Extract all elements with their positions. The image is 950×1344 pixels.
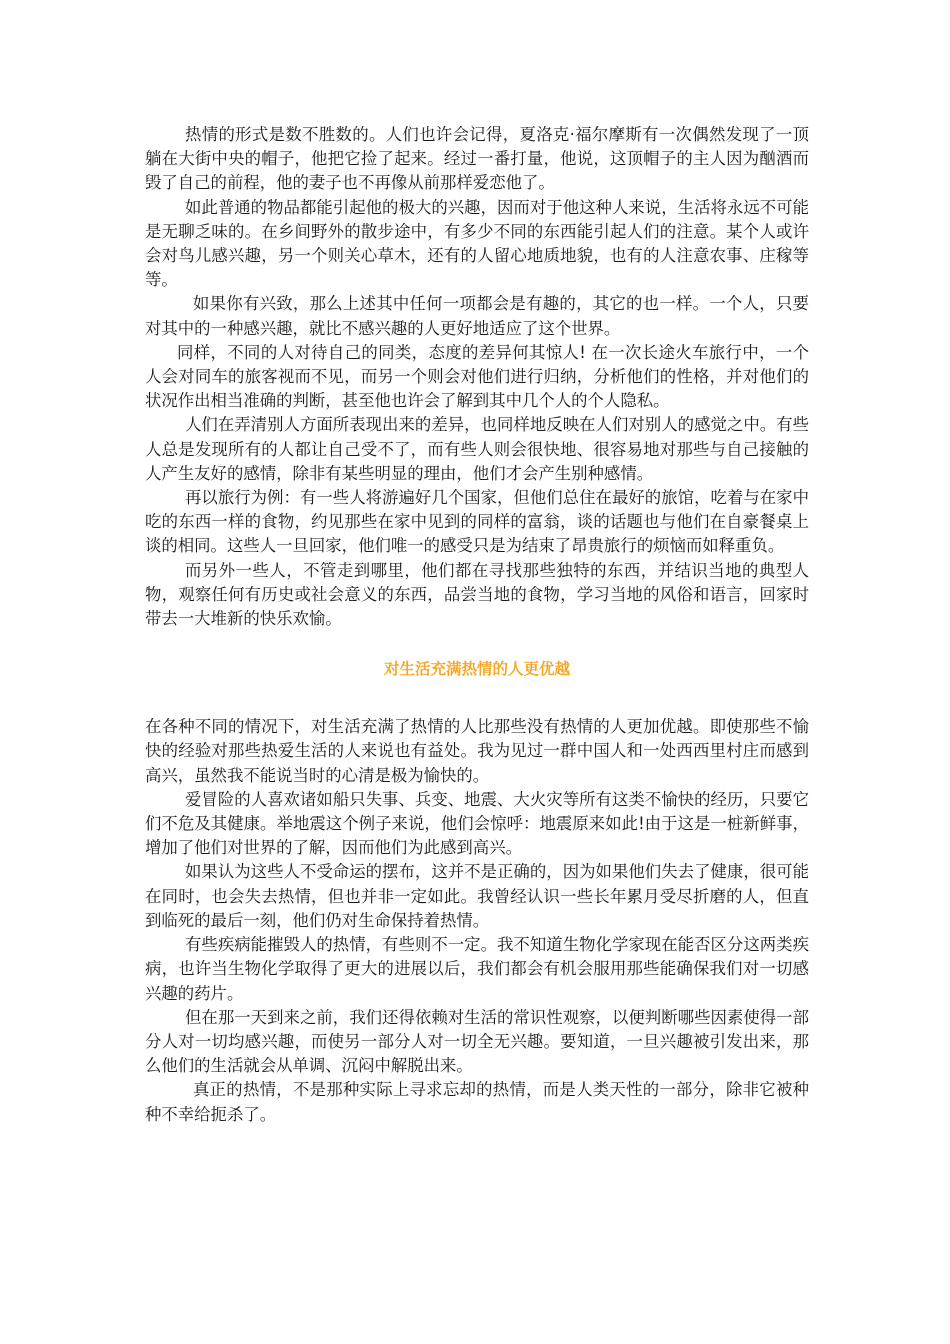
section-heading: 对生活充满热情的人更优越 — [383, 660, 570, 679]
paragraph: 爱冒险的人喜欢诸如船只失事、兵变、地震、大火灾等所有这类不愉快的经历，只要它们不危及其健康。举地震这个例子来说，他们会惊呼：地震原来如此!由于这是一桩新鲜事，增加了他们对世界的了解，因而他们为此感到高兴。 — [145, 789, 809, 858]
paragraph: 而另外一些人，不管走到哪里，他们都在寻找那些独特的东西，并结识当地的典型人物，观察任何有历史或社会意义的东西，品尝当地的食物，学习当地的风俗和语言，回家时带去一大堆新的快乐欢愉。 — [145, 560, 809, 629]
paragraph: 在各种不同的情况下，对生活充满了热情的人比那些没有热情的人更加优越。即使那些不愉快的经验对那些热爱生活的人来说也有益处。我为见过一群中国人和一处西西里村庄而感到高兴，虽然我不能说当时的心清是极为愉快的。 — [145, 717, 809, 785]
paragraph: 真正的热情，不是那种实际上寻求忘却的热情，而是人类天性的一部分，除非它被种种不幸给扼杀了。 — [145, 1080, 809, 1124]
paragraph: 人们在弄清别人方面所表现出来的差异，也同样地反映在人们对别人的感觉之中。有些人总是发现所有的人都让自己受不了，而有些人则会很快地、很容易地对那些与自己接触的人产生友好的感情，除非有某些明显的理由，他们才会产生别种感情。 — [145, 415, 809, 483]
paragraph: 再以旅行为例：有一些人将游遍好几个国家，但他们总住在最好的旅馆，吃着与在家中吃的东西一样的食物，约见那些在家中见到的同样的富翁，谈的话题也与他们在自豪餐桌上谈的相同。这些人一旦回家，他们唯一的感受只是为结束了昂贵旅行的烦恼而如释重负。 — [145, 488, 809, 556]
paragraph: 如果你有兴致，那么上述其中任何一项都会是有趣的，其它的也一样。一个人，只要对其中的一种感兴趣，就比不感兴趣的人更好地适应了这个世界。 — [145, 294, 809, 338]
paragraph: 热情的形式是数不胜数的。人们也许会记得，夏洛克·福尔摩斯有一次偶然发现了一顶躺在大街中央的帽子，他把它捡了起来。经过一番打量，他说，这顶帽子的主人因为酗酒而毁了自己的前程，他的妻子也不再像从前那样爱恋他了。 — [145, 125, 809, 193]
paragraph: 同样，不同的人对待自己的同类，态度的差异何其惊人! 在一次长途火车旅行中，一个人会对同车的旅客视而不见，而另一个则会对他们进行归纳，分析他们的性格，并对他们的状况作出相当准确的判断，甚至他也许会了解到其中几个人的个人隐私。 — [145, 342, 809, 411]
document-body — [145, 123, 809, 1127]
paragraph: 如果认为这些人不受命运的摆布，这并不是正确的，因为如果他们失去了健康，很可能在同时，也会失去热情，但也并非一定如此。我曾经认识一些长年累月受尽折磨的人，但直到临死的最后一刻，他们仍对生命保持着热情。 — [145, 862, 809, 930]
paragraph: 有些疾病能摧毁人的热情，有些则不一定。我不知道生物化学家现在能否区分这两类疾病，也许当生物化学取得了更大的进展以后，我们都会有机会服用那些能确保我们对一切感兴趣的药片。 — [145, 935, 809, 1003]
paragraph: 但在那一天到来之前，我们还得依赖对生活的常识性观察，以便判断哪些因素使得一部分人对一切均感兴趣，而使另一部分人对一切全无兴趣。要知道，一旦兴趣被引发出来，那么他们的生活就会从单调、沉闷中解脱出来。 — [145, 1007, 809, 1076]
paragraph: 如此普通的物品都能引起他的极大的兴趣，因而对于他这种人来说，生活将永远不可能是无聊乏味的。在乡间野外的散步途中，有多少不同的东西能引起人们的注意。某个人或许会对鸟儿感兴趣，另一个则关心草木，还有的人留心地质地貌，也有的人注意农事、庄稼等等。 — [145, 197, 809, 290]
